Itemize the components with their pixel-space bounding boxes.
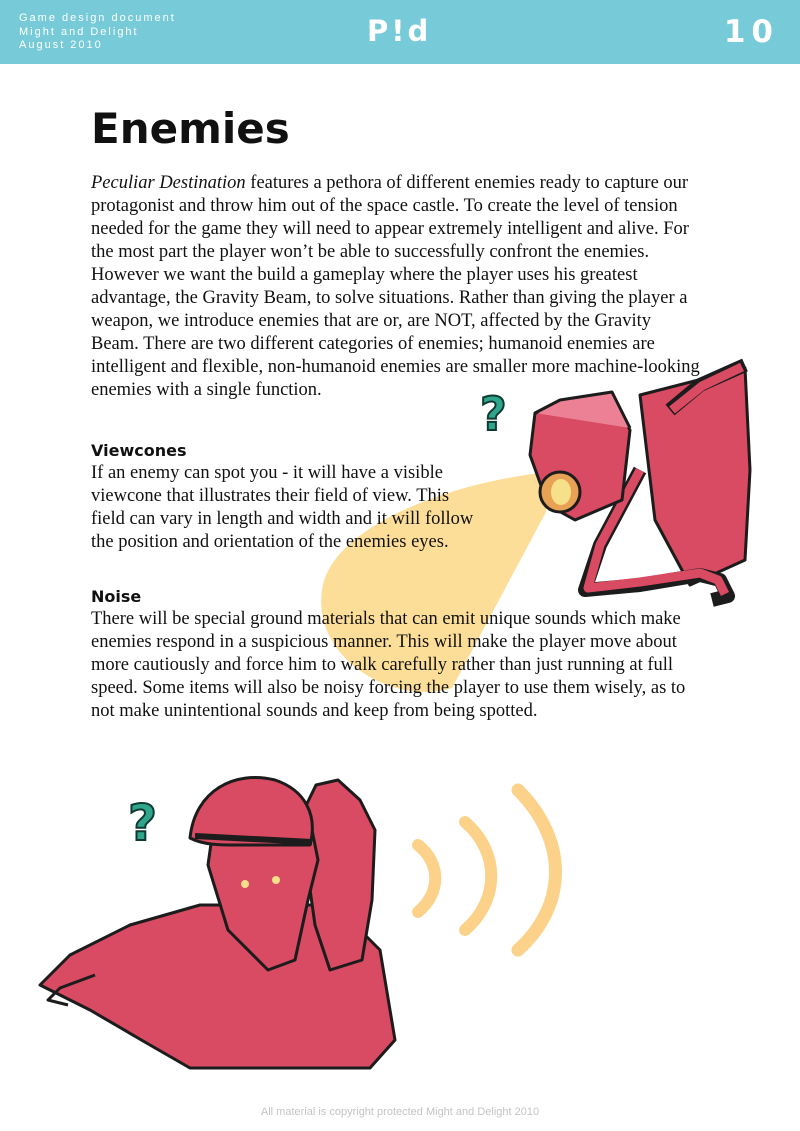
brand-logo: P!d: [367, 14, 432, 48]
humanoid-enemy-illustration: [40, 777, 395, 1068]
viewcones-body: If an enemy can spot you - it will have a visible viewcone that illustrates their field of view. This field can vary in length and width and it will follow the position and orientation of the enemies eyes.: [91, 463, 474, 552]
noise-heading: Noise: [91, 587, 142, 606]
intro-paragraph: [91, 172, 703, 402]
sound-waves-icon: [418, 790, 556, 950]
question-mark-icon: ?: [128, 794, 158, 852]
intro-text: features a pethora of different enemies ready to capture our protagonist and throw him out of the space castle. To create the level of tension needed for the game they will need to appear extremely intelligent and alive. For the most part the player won’t be able to successfully confront the enemies. However we want the build a gameplay where the player uses his greatest advantage, the Gravity Beam, to solve situations. Rather than giving the player a weapon, we introduce enemies that are or, are NOT, affected by the Gravity Beam. There are two different categories of enemies; humanoid enemies are intelligent and flexible, non-humanoid enemies are smaller more machine-looking enemies with a single function.: [91, 173, 700, 400]
page-title: Enemies: [91, 104, 290, 153]
company-label: Might and Delight: [19, 25, 139, 38]
date-label: August 2010: [19, 39, 103, 51]
copyright-footer: All material is copyright protected Might and Delight 2010: [260, 1106, 540, 1118]
content: [91, 100, 711, 723]
doc-type-label: Game design document: [19, 12, 176, 24]
question-mark-icon: ?: [480, 387, 507, 441]
viewcones-heading: Viewcones: [91, 441, 187, 460]
noise-body: There will be special ground materials that can emit unique sounds which make enemies respond in a suspicious manner. This will make the player move about more cautiously and force him to walk carefully rather than just running at full speed. Some items will also be noisy forcing the player to use them wisely, as to not make unintentional sounds and keep from being spotted.: [91, 609, 686, 721]
page-number: 10: [723, 14, 779, 50]
game-title: Peculiar Destination: [91, 173, 246, 193]
